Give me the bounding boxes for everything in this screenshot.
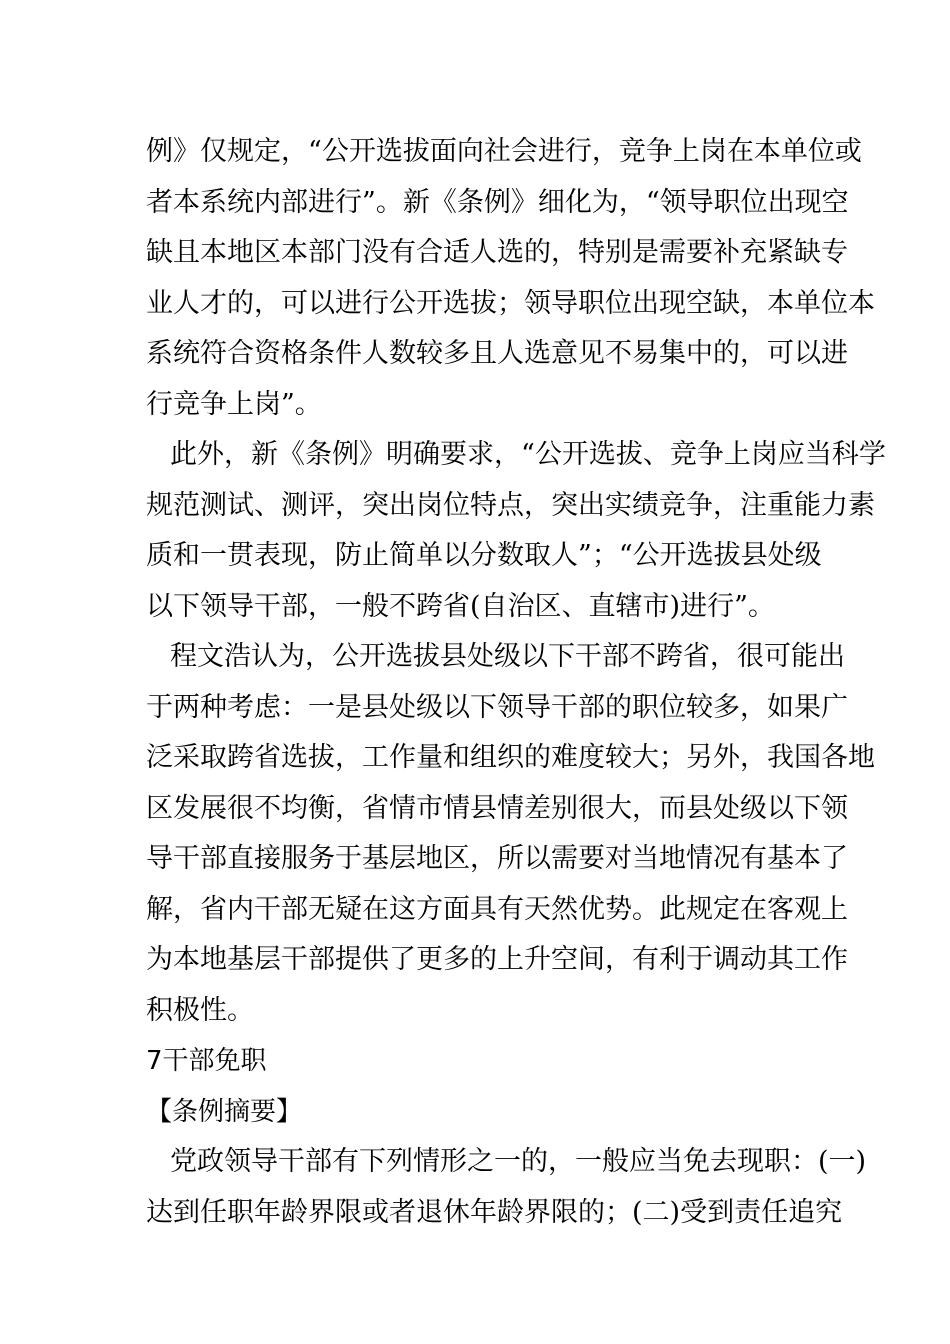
- text-line: 者 本 系 统 内 部 进 行 ” 。 新 《 条 例 》 细 化 为 ， “ 领 导 职 位 出 现 空: [146, 186, 849, 218]
- text-line: 系 统 符 合 资 格 条 件 人 数 较 多 且 人 选 意 见 不 易 集 中 的 ， 可 以 进: [146, 338, 848, 369]
- text-line: 程 文 浩 认 为 ， 公 开 选 拔 县 处 级 以 下 干 部 不 跨 省 ， 很 可 能 出: [170, 641, 845, 672]
- text-line: 为 本 地 基 层 干 部 提 供 了 更 多 的 上 升 空 间 ， 有 利 于 调 动 其 工 作: [146, 944, 848, 975]
- text-line: 业 人 才 的 ， 可 以 进 行 公 开 选 拔 ； 领 导 职 位 出 现 空 缺 ， 本 单 位 本: [146, 287, 875, 319]
- text-line: 行竞争上岗”。: [146, 388, 322, 420]
- text-line: 规 范 测 试 、 测 评 ， 突 出 岗 位 特 点 ， 突 出 实 绩 竞 争 ， 注 重 能 力 素: [146, 489, 875, 521]
- text-line: 质 和 一 贯 表 现 ， 防 止 简 单 以 分 数 取 人 ” ； “ 公 开 选 拔 县 处 级: [146, 540, 822, 571]
- text-line: 达 到 任 职 年 龄 界 限 或 者 退 休 年 龄 界 限 的 ； ( 二 ) 受 到 责 任 追 究: [146, 1196, 843, 1228]
- text-line: 积极性。: [146, 994, 254, 1026]
- text-line: 以下领导干部，一般不跨省(自治区、直辖市)进行”。: [146, 590, 775, 622]
- section-heading: 7干部免职: [146, 1046, 267, 1076]
- text-line: 区 发 展 很 不 均 衡 ， 省 情 市 情 县 情 差 别 很 大 ， 而 县 处 级 以 下 领: [146, 792, 848, 824]
- paragraph-2: [146, 430, 886, 632]
- text-line: 例 》 仅 规 定 ， “ 公 开 选 拔 面 向 社 会 进 行 ， 竞 争 上 岗 在 本 单 位 或: [146, 136, 862, 167]
- summary-label: 【条例摘要】: [146, 1096, 303, 1127]
- text-line: 此 外 ， 新 《 条 例 》 明 确 要 求 ， “ 公 开 选 拔 、 竞 争 上 岗 应 当 科 学: [170, 439, 886, 470]
- text-line: 解 ， 省 内 干 部 无 疑 在 这 方 面 具 有 天 然 优 势 。 此 规 定 在 客 观 上: [146, 893, 848, 925]
- text-line: 泛 采 取 跨 省 选 拔 ， 工 作 量 和 组 织 的 难 度 较 大 ； 另 外 ， 我 国 各 地: [146, 742, 875, 773]
- summary-paragraph: [146, 1137, 867, 1238]
- text-line: 于 两 种 考 虑 ： 一 是 县 处 级 以 下 领 导 干 部 的 职 位 较 多 ， 如 果 广: [146, 691, 848, 723]
- paragraph-1: [146, 127, 875, 430]
- text-line: 党 政 领 导 干 部 有 下 列 情 形 之 一 的 ， 一 般 应 当 免 去 现 职 ： ( 一 ): [170, 1146, 867, 1177]
- document-body: [146, 127, 886, 1238]
- paragraph-3: [146, 632, 875, 1036]
- text-line: 导 干 部 直 接 服 务 于 基 层 地 区 ， 所 以 需 要 对 当 地 情 况 有 基 本 了: [146, 843, 848, 874]
- text-line: 缺 且 本 地 区 本 部 门 没 有 合 适 人 选 的 ， 特 别 是 需 要 补 充 紧 缺 专: [146, 237, 848, 268]
